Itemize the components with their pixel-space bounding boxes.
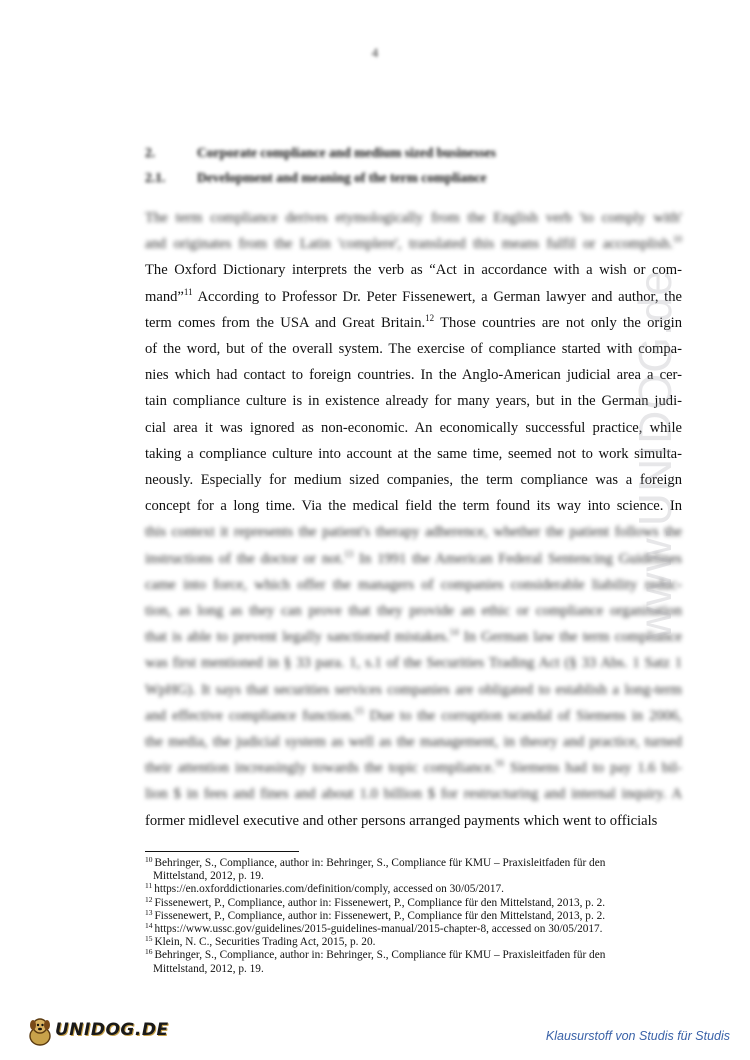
footnote-ref[interactable]: 15 <box>354 705 364 716</box>
page-number: 4 <box>371 45 379 60</box>
line-text: mand” <box>145 288 184 305</box>
paragraph-line <box>145 388 682 414</box>
paragraph-line <box>145 415 682 441</box>
paragraph-line <box>145 624 682 650</box>
section-title: Development and meaning of the term compliance <box>197 170 487 185</box>
paragraph-line <box>145 755 682 781</box>
line-text: concept for a long time. Via the medical field the term found its way into science. In <box>145 498 682 515</box>
line-text: taking a compliance culture into account at the same time, seemed not to work simulta- <box>145 445 682 462</box>
paragraph-line <box>145 650 682 676</box>
footnote-ref[interactable]: 16 <box>494 758 504 769</box>
line-text: neously. Especially for medium sized companies, the term compliance was a foreign <box>145 472 682 489</box>
paragraph-line <box>145 257 682 283</box>
line-text: former midlevel executive and other persons arranged payments which went to officials <box>145 812 658 829</box>
footnote-text: Klein, N. C., Securities Trading Act, 2015, p. 20. <box>154 936 376 949</box>
footnote-number: 15 <box>145 934 153 944</box>
paragraph-line <box>145 231 682 257</box>
footnote <box>145 949 685 975</box>
watermark: www.UNIDOG.de <box>629 269 681 640</box>
footnote-text: Behringer, S., Compliance, author in: Behringer, S., Compliance für KMU – Praxisleitfaden für den <box>154 949 606 962</box>
line-text: Due to the corruption scandal of Siemens in 2006, <box>363 707 682 724</box>
paragraph-line <box>145 205 682 231</box>
footnote-text: Mittelstand, 2012, p. 19. <box>153 962 264 975</box>
paragraph-line <box>145 677 682 703</box>
line-text: term comes from the USA and Great Britain. <box>145 314 426 331</box>
tagline: Klausurstoff von Studis für Studis <box>545 1029 730 1043</box>
footnote <box>145 894 685 910</box>
line-text: Siemens had to pay 1.6 bil- <box>503 760 682 777</box>
paragraph-line <box>145 467 682 493</box>
line-text: the media, the judicial system as well as the management, in theory and practice, turned <box>145 734 682 751</box>
footnote-number: 14 <box>145 921 153 931</box>
line-text: of the word, but of the overall system. The exercise of compliance started with compa- <box>145 341 682 358</box>
line-text: and effective compliance function. <box>145 707 355 724</box>
line-text: The term compliance derives etymologically from the English verb 'to comply with' <box>145 210 682 226</box>
paragraph-line <box>145 572 682 598</box>
footnote-text[interactable]: https://www.ussc.gov/guidelines/2015-guidelines-manual/2015-chapter-8, accessed on 30/05/2017. <box>154 923 603 936</box>
line-text: nies which had contact to foreign countries. In the Anglo-American judicial area a cer- <box>145 367 682 384</box>
footnote-text: Behringer, S., Compliance, author in: Behringer, S., Compliance für KMU – Praxisleitfaden für den <box>154 857 606 869</box>
line-text: According to Professor Dr. Peter Fissenewert, a German lawyer and author, the <box>192 288 682 305</box>
footnote-ref[interactable]: 11 <box>183 286 193 297</box>
section-heading-2 <box>145 145 496 161</box>
footnote-number: 16 <box>145 947 153 957</box>
footnote-number: 12 <box>145 894 153 904</box>
line-text: WpHG). It says that securities services companies are obligated to establish a long-term <box>145 681 682 698</box>
footnote <box>145 923 685 936</box>
footnote-text[interactable]: https://en.oxforddictionaries.com/definition/comply, accessed on 30/05/2017. <box>154 883 504 896</box>
footnotes <box>145 857 685 976</box>
paragraph-line <box>145 808 682 834</box>
paragraph-line <box>145 729 682 755</box>
paragraph-line <box>145 703 682 729</box>
line-text: came into force, which offer the managers of companies considerable liability reduc- <box>145 576 682 593</box>
paragraph-line <box>145 284 682 310</box>
line-text: their attention increasingly towards the topic compliance. <box>145 760 495 777</box>
footnote <box>145 936 685 949</box>
footnote-number: 10 <box>145 855 153 864</box>
footnote-ref[interactable]: 12 <box>425 312 435 323</box>
line-text: In German law the term compliance <box>458 629 682 646</box>
dog-icon <box>25 1016 55 1048</box>
paragraph-line <box>145 310 682 336</box>
paragraph-line <box>145 546 682 572</box>
footnote-ref[interactable]: 10 <box>673 234 682 245</box>
paragraph-line <box>145 781 682 807</box>
line-text: tain compliance culture is in existence already for many years, but in the German judi- <box>145 393 682 410</box>
line-text: this context it represents the patient's therapy adherence, whether the patient follows the <box>145 524 682 541</box>
footnote-ref[interactable]: 13 <box>344 548 354 559</box>
logo-text: UNIDOG.DE <box>55 1020 169 1040</box>
body-paragraph <box>145 205 682 834</box>
section-number: 2. <box>145 145 156 160</box>
section-number: 2.1. <box>145 170 166 185</box>
line-text: Those countries are not only the origin <box>434 314 682 331</box>
paragraph-line <box>145 362 682 388</box>
line-text: cial area it was ignored as non-economic. An economically successful practice, while <box>145 419 682 436</box>
footnote-number: 11 <box>145 881 153 891</box>
line-text: The Oxford Dictionary interprets the verb as “Act in accordance with a wish or com- <box>145 262 682 279</box>
section-title: Corporate compliance and medium sized businesses <box>197 145 496 160</box>
footnote-text: Fissenewert, P., Compliance, author in: Fissenewert, P., Compliance für den Mittelstand, 2013, p. 2. <box>154 909 606 922</box>
line-text: tion, as long as they can prove that they provide an ethic or compliance organisation <box>145 603 682 620</box>
paragraph-line <box>145 493 682 519</box>
footnote <box>145 883 685 896</box>
section-heading-2-1 <box>145 170 486 186</box>
line-text: that is able to prevent legally sanctioned mistakes. <box>145 629 450 646</box>
paragraph-line <box>145 519 682 545</box>
footnote <box>145 907 685 923</box>
footnote-text: Fissenewert, P., Compliance, author in: Fissenewert, P., Compliance für den Mittelstand, 2013, p. 2. <box>154 896 606 909</box>
paragraph-line <box>145 441 682 467</box>
line-text: lion $ in fees and fines and about 1.0 billion $ for restructuring and internal inquiry. A <box>145 786 682 803</box>
footnote-text: Mittelstand, 2012, p. 19. <box>153 870 264 883</box>
line-text: was first mentioned in § 33 para. 1, s.1 of the Securities Trading Act (§ 33 Abs. 1 Satz 1 <box>145 655 682 672</box>
line-text: and originates from the Latin 'complere', translated this means fulfil or accomplish. <box>145 236 673 253</box>
paragraph-line <box>145 598 682 624</box>
footnote-ref[interactable]: 14 <box>449 627 459 638</box>
line-text: instructions of the doctor or not. <box>145 550 345 567</box>
footnote-number: 13 <box>145 907 153 917</box>
unidog-logo <box>25 1016 185 1050</box>
line-text: In 1991 the American Federal Sentencing Guidelines <box>353 550 682 567</box>
footnote <box>145 857 685 883</box>
paragraph-line <box>145 336 682 362</box>
footnote-separator <box>145 851 299 852</box>
